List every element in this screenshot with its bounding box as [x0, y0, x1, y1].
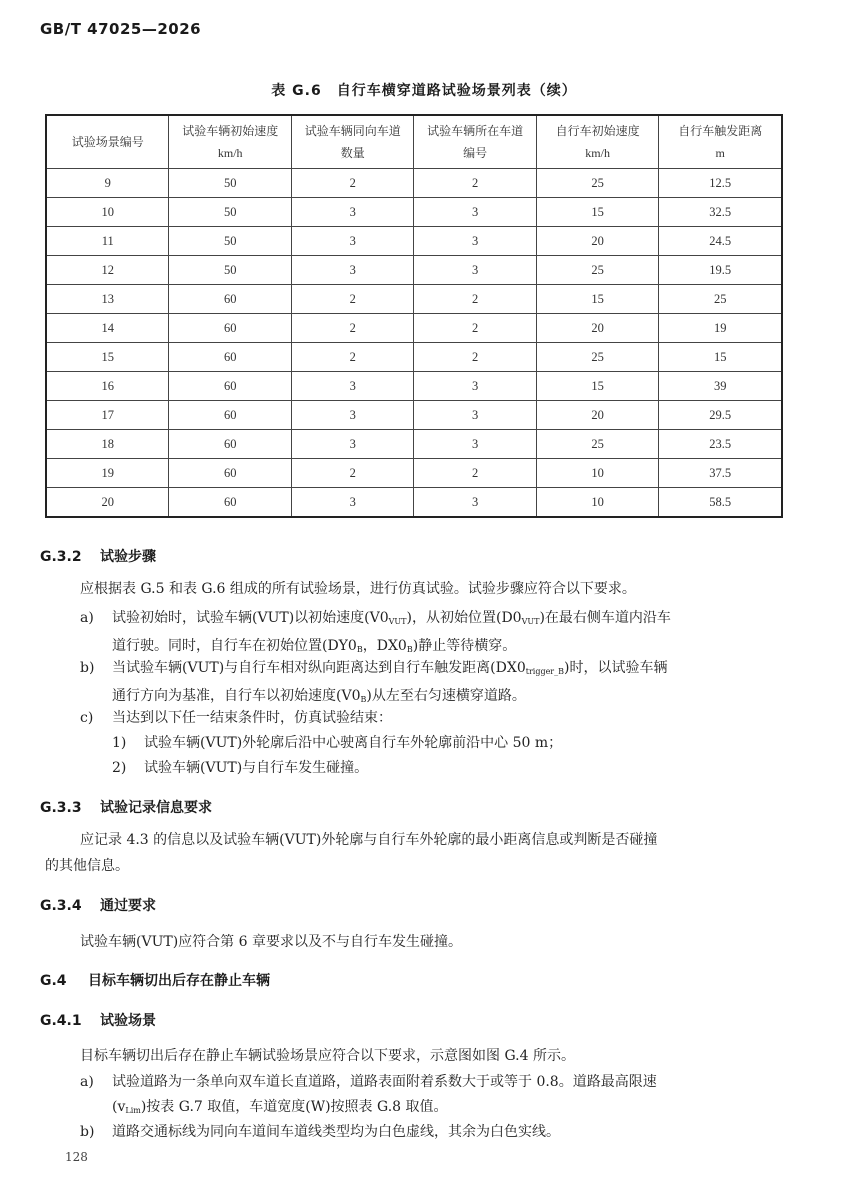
table-header-row: [46, 115, 782, 169]
table-cell: 18: [46, 430, 169, 459]
table-cell: 20: [536, 401, 659, 430]
table-row: [46, 343, 782, 372]
g334-text: 试验车辆(VUT)应符合第 6 章要求以及不与自行车发生碰撞。: [80, 934, 462, 950]
table-cell: 2: [292, 169, 414, 198]
text-run: )时，以试验车辆: [564, 660, 668, 676]
header-line: 试验车辆初始速度: [182, 124, 279, 138]
table-cell: 50: [169, 256, 292, 285]
table-cell: 24.5: [659, 227, 782, 256]
standard-code: GB/T 47025—2026: [40, 20, 202, 38]
table-cell: 32.5: [659, 198, 782, 227]
table-cell: 60: [169, 401, 292, 430]
table-cell: 2: [414, 314, 536, 343]
column-header: [536, 115, 659, 169]
page-number: 128: [65, 1150, 88, 1164]
list-mark: c): [80, 710, 94, 726]
table-cell: 25: [536, 430, 659, 459]
header-line: 试验场景编号: [71, 135, 144, 149]
table-cell: 15: [536, 285, 659, 314]
g332-item-b: [80, 656, 800, 706]
section-number: G.3.4: [40, 898, 82, 914]
section-title: 试验场景: [100, 1013, 156, 1029]
table-cell: 60: [169, 285, 292, 314]
table-cell: 17: [46, 401, 169, 430]
subscript: Lim: [125, 1106, 141, 1115]
scenario-table: [45, 114, 783, 518]
table-cell: 3: [414, 227, 536, 256]
table-cell: 13: [46, 285, 169, 314]
list-mark: b): [80, 660, 95, 676]
table-cell: 15: [536, 372, 659, 401]
table-cell: 3: [292, 430, 414, 459]
g332-intro: 应根据表 G.5 和表 G.6 组成的所有试验场景，进行仿真试验。试验步骤应符合以下要求。: [80, 581, 636, 597]
column-header: [659, 115, 782, 169]
text-run: 道行驶。同时，自行车在初始位置(DY0: [112, 638, 357, 654]
subscript: VUT: [521, 617, 540, 626]
section-number: G.3.2: [40, 549, 82, 565]
table-cell: 3: [292, 227, 414, 256]
header-line: 试验车辆所在车道: [427, 124, 524, 138]
list-mark: 2): [112, 760, 127, 776]
section-number: G.3.3: [40, 800, 82, 816]
column-header: [414, 115, 536, 169]
table-cell: 20: [536, 314, 659, 343]
table-cell: 2: [292, 343, 414, 372]
table-row: [46, 227, 782, 256]
table-cell: 3: [414, 372, 536, 401]
table-cell: 60: [169, 459, 292, 488]
list-text: [112, 656, 802, 712]
table-cell: 60: [169, 372, 292, 401]
table-cell: 14: [46, 314, 169, 343]
table-cell: 9: [46, 169, 169, 198]
table-cell: 15: [659, 343, 782, 372]
section-title: 试验记录信息要求: [100, 800, 212, 816]
list-mark: 1): [112, 735, 127, 751]
subscript: VUT: [388, 617, 407, 626]
table-row: [46, 488, 782, 518]
header-line: m: [715, 146, 725, 160]
list-mark: a): [80, 1074, 94, 1090]
list-mark: a): [80, 610, 94, 626]
table-cell: 3: [292, 401, 414, 430]
table-cell: 50: [169, 227, 292, 256]
section-title: 通过要求: [100, 898, 156, 914]
table-cell: 3: [292, 256, 414, 285]
table-cell: 19.5: [659, 256, 782, 285]
text-run: )静止等待横穿。: [412, 638, 517, 654]
section-number: G.4: [40, 973, 67, 989]
header-line: 试验车辆同向车道: [304, 124, 401, 138]
table-cell: 3: [414, 488, 536, 518]
table-cell: 50: [169, 169, 292, 198]
table-cell: 3: [414, 198, 536, 227]
section-g41-heading: [40, 1010, 156, 1030]
table-cell: 2: [292, 285, 414, 314]
table-cell: 3: [414, 430, 536, 459]
section-number: G.4.1: [40, 1013, 82, 1029]
table-cell: 11: [46, 227, 169, 256]
section-title: 试验步骤: [100, 549, 156, 565]
column-header: [292, 115, 414, 169]
list-mark: b): [80, 1124, 95, 1140]
table-row: [46, 314, 782, 343]
table-row: [46, 169, 782, 198]
table-cell: 25: [536, 256, 659, 285]
table-cell: 10: [46, 198, 169, 227]
table-cell: 12: [46, 256, 169, 285]
table-cell: 58.5: [659, 488, 782, 518]
text-run: 通行方向为基准，自行车以初始速度(V0: [112, 688, 361, 704]
section-g333-heading: [40, 797, 212, 817]
section-title: 目标车辆切出后存在静止车辆: [88, 973, 270, 989]
g41-item-a: [80, 1070, 800, 1120]
table-cell: 10: [536, 488, 659, 518]
table-cell: 2: [414, 459, 536, 488]
table-cell: 25: [536, 343, 659, 372]
table-cell: 25: [536, 169, 659, 198]
section-g332-heading: [40, 546, 156, 566]
g41-intro: 目标车辆切出后存在静止车辆试验场景应符合以下要求，示意图如图 G.4 所示。: [80, 1048, 575, 1064]
text-run: (v: [112, 1099, 126, 1115]
table-row: [46, 198, 782, 227]
table-cell: 37.5: [659, 459, 782, 488]
table-cell: 15: [536, 198, 659, 227]
table-cell: 2: [414, 285, 536, 314]
list-text: 试验车辆(VUT)与自行车发生碰撞。: [144, 760, 369, 776]
list-text: [112, 606, 802, 662]
table-cell: 3: [292, 198, 414, 227]
subscript: B: [406, 645, 413, 654]
header-line: km/h: [585, 146, 610, 160]
subscript: trigger_B: [525, 667, 565, 676]
subscript: B: [356, 645, 363, 654]
g333-line2: 的其他信息。: [45, 858, 129, 874]
table-cell: 16: [46, 372, 169, 401]
table-cell: 50: [169, 198, 292, 227]
table-row: [46, 372, 782, 401]
table-cell: 10: [536, 459, 659, 488]
text-run: 试验道路为一条单向双车道长直道路，道路表面附着系数大于或等于 0.8。道路最高限速: [112, 1074, 657, 1090]
header-line: km/h: [217, 146, 243, 160]
table-cell: 2: [414, 169, 536, 198]
table-cell: 15: [46, 343, 169, 372]
table-cell: 3: [292, 488, 414, 518]
table-row: [46, 285, 782, 314]
table-cell: 23.5: [659, 430, 782, 459]
table-cell: 19: [46, 459, 169, 488]
table-cell: 39: [659, 372, 782, 401]
table-row: [46, 256, 782, 285]
g332-item-c2: [112, 756, 802, 781]
text-run: ，DX0: [362, 638, 407, 654]
table-cell: 60: [169, 430, 292, 459]
header-line: 数量: [340, 146, 365, 160]
header-line: 自行车触发距离: [678, 124, 763, 138]
g332-item-c1: [112, 731, 802, 756]
table-cell: 3: [292, 372, 414, 401]
text-run: )按表 G.7 取值，车道宽度(W)按照表 G.8 取值。: [140, 1099, 448, 1115]
table-cell: 12.5: [659, 169, 782, 198]
text-run: 试验初始时，试验车辆(VUT)以初始速度(V0: [112, 610, 389, 626]
list-text: 道路交通标线为同向车道间车道线类型均为白色虚线，其余为白色实线。: [112, 1124, 560, 1140]
subscript: B: [360, 695, 367, 704]
table-cell: 3: [414, 401, 536, 430]
table-cell: 19: [659, 314, 782, 343]
g332-item-a: [80, 606, 800, 656]
table-cell: 2: [414, 343, 536, 372]
list-text: [112, 1070, 802, 1123]
table-cell: 2: [292, 459, 414, 488]
text-run: )，从初始位置(D0: [406, 610, 522, 626]
table-cell: 29.5: [659, 401, 782, 430]
section-g334-heading: [40, 895, 156, 915]
table-cell: 60: [169, 488, 292, 518]
header-line: 编号: [463, 146, 488, 160]
list-text: 试验车辆(VUT)外轮廓后沿中心驶离自行车外轮廓前沿中心 50 m；: [144, 735, 563, 751]
table-row: [46, 459, 782, 488]
table-row: [46, 430, 782, 459]
table-cell: 60: [169, 314, 292, 343]
text-run: )在最右侧车道内沿车: [539, 610, 671, 626]
column-header: [46, 115, 169, 169]
column-header: [169, 115, 292, 169]
table-cell: 2: [292, 314, 414, 343]
header-line: 自行车初始速度: [555, 124, 640, 138]
text-run: 当试验车辆(VUT)与自行车相对纵向距离达到自行车触发距离(DX0: [112, 660, 526, 676]
text-run: )从左至右匀速横穿道路。: [366, 688, 526, 704]
section-g4-heading: [40, 970, 270, 990]
table-cell: 20: [46, 488, 169, 518]
g333-line1: 应记录 4.3 的信息以及试验车辆(VUT)外轮廓与自行车外轮廓的最小距离信息或判断是否碰撞: [80, 832, 658, 848]
table-cell: 3: [414, 256, 536, 285]
g41-item-b: [80, 1120, 800, 1145]
table-caption: 表 G.6 自行车横穿道路试验场景列表（续）: [271, 83, 577, 99]
table-cell: 60: [169, 343, 292, 372]
table-cell: 20: [536, 227, 659, 256]
list-text: 当达到以下任一结束条件时，仿真试验结束：: [112, 710, 392, 726]
table-row: [46, 401, 782, 430]
g332-item-c: [80, 706, 800, 731]
table-cell: 25: [659, 285, 782, 314]
